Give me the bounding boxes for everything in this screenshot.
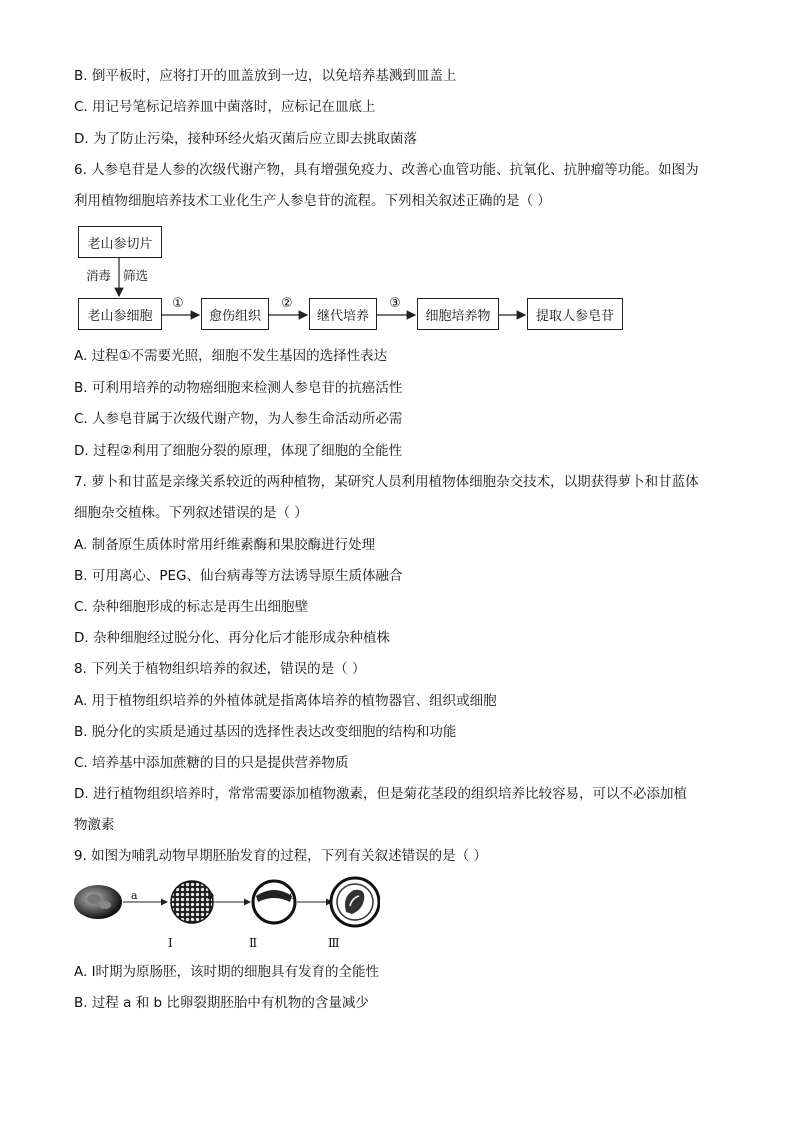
flow-box-cells: 老山参细胞 (78, 298, 162, 330)
option-a-q7: A. 制备原生质体时常用纤维素酶和果胶酶进行处理 (74, 537, 376, 553)
embryo-stage-1-label: Ⅰ (168, 936, 173, 950)
flow-arrows (0, 0, 794, 360)
flow-marker-1: ① (172, 296, 184, 311)
option-c-q5: C. 用记号笔标记培养皿中菌落时，应标记在皿底上 (74, 99, 376, 115)
option-c-q6: C. 人参皂苷属于次级代谢产物，为人参生命活动所必需 (74, 411, 403, 427)
question-6-stem: 6. 人参皂苷是人参的次级代谢产物，具有增强免疫力、改善心血管功能、抗氧化、抗肿瘤等功能。如图为 (74, 162, 699, 178)
embryo-label-a: a (131, 889, 138, 902)
option-d-q7: D. 杂种细胞经过脱分化、再分化后才能形成杂种植株 (74, 630, 390, 646)
flow-marker-2: ② (281, 296, 293, 311)
option-c-q7: C. 杂种细胞形成的标志是再生出细胞壁 (74, 599, 309, 615)
flow-box-callus: 愈伤组织 (201, 298, 269, 330)
option-d-q8: D. 进行植物组织培养时，常常需要添加植物激素，但是菊花茎段的组织培养比较容易，可以不必添加植 (74, 786, 687, 802)
option-d-q5: D. 为了防止污染，接种环经火焰灭菌后应立即去挑取菌落 (74, 131, 417, 147)
embryo-figure (70, 872, 380, 934)
flow-label-screen: 筛选 (123, 268, 149, 283)
option-b-q9: B. 过程 a 和 b 比卵裂期胚胎中有机物的含量减少 (74, 995, 369, 1011)
flow-box-slices: 老山参切片 (78, 226, 162, 258)
question-7-stem: 7. 萝卜和甘蓝是亲缘关系较近的两种植物，某研究人员利用植物体细胞杂交技术，以期获得萝卜和甘蓝体 (74, 474, 699, 490)
option-d-q8-cont: 物激素 (74, 817, 115, 833)
option-b-q5: B. 倒平板时，应将打开的皿盖放到一边，以免培养基溅到皿盖上 (74, 68, 457, 84)
option-a-q9: A. Ⅰ时期为原肠胚，该时期的细胞具有发育的全能性 (74, 964, 380, 980)
flow-box-extract: 提取人参皂苷 (527, 298, 623, 330)
embryo-stage-3-label: Ⅲ (328, 936, 340, 950)
question-9-stem: 9. 如图为哺乳动物早期胚胎发育的过程，下列有关叙述错误的是（ ） (74, 848, 487, 864)
embryo-stage-2-label: Ⅱ (249, 936, 258, 950)
option-c-q8: C. 培养基中添加蔗糖的目的只是提供营养物质 (74, 755, 349, 771)
option-a-q8: A. 用于植物组织培养的外植体就是指离体培养的植物器官、组织或细胞 (74, 693, 497, 709)
stage-2-shape (253, 881, 295, 923)
option-b-q8: B. 脱分化的实质是通过基因的选择性表达改变细胞的结构和功能 (74, 724, 457, 740)
option-b-q7: B. 可用离心、PEG、仙台病毒等方法诱导原生质体融合 (74, 568, 403, 584)
option-b-q6: B. 可利用培养的动物癌细胞来检测人参皂苷的抗癌活性 (74, 380, 403, 396)
flow-marker-3: ③ (389, 296, 401, 311)
stage-1-shape (171, 881, 213, 923)
embryo-label-c: c (289, 889, 296, 902)
flow-box-culture: 细胞培养物 (417, 298, 499, 330)
option-a-q6: A. 过程①不需要光照，细胞不发生基因的选择性表达 (74, 348, 388, 364)
question-6-stem-cont: 利用植物细胞培养技术工业化生产人参皂苷的流程。下列相关叙述正确的是（ ） (74, 193, 551, 209)
embryo-label-b: b (207, 889, 215, 902)
flow-box-subculture: 继代培养 (309, 298, 377, 330)
question-8-stem: 8. 下列关于植物组织培养的叙述，错误的是（ ） (74, 661, 366, 677)
flow-label-disinfect: 消毒 (86, 268, 112, 283)
option-d-q6: D. 过程②利用了细胞分裂的原理，体现了细胞的全能性 (74, 443, 403, 459)
question-7-stem-cont: 细胞杂交植株。下列叙述错误的是（ ） (74, 505, 308, 521)
